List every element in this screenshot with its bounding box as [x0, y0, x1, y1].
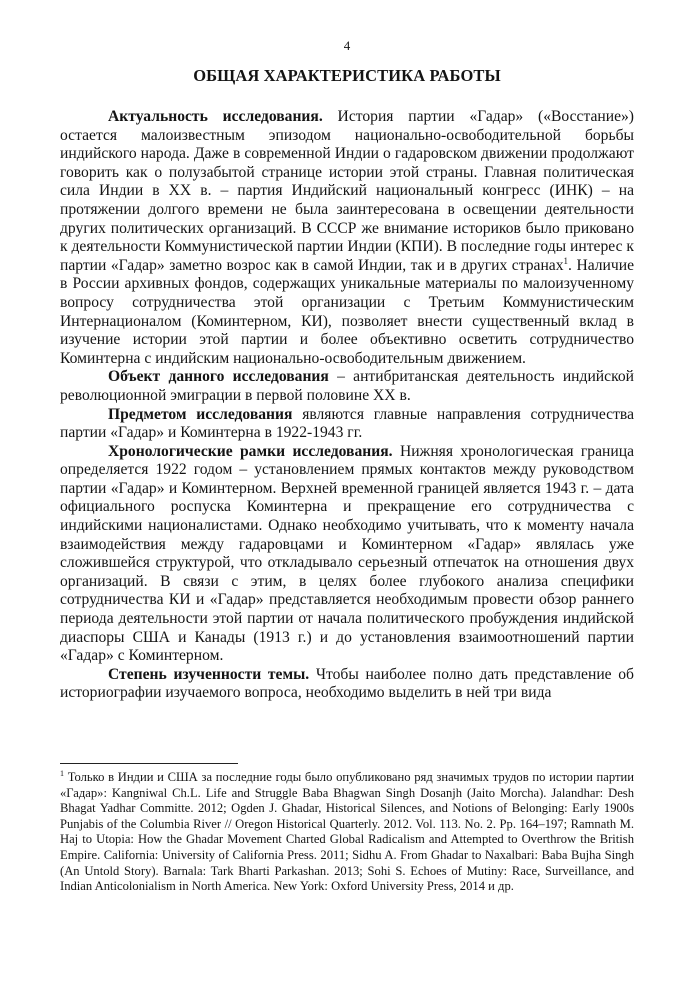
footnote — [60, 770, 634, 895]
section-title: ОБЩАЯ ХАРАКТЕРИСТИКА РАБОТЫ — [193, 66, 501, 85]
paragraph-text: Чтобы наиболее полно дать представление об историографии изучаемого вопроса, необходимо выделить в ней три вида — [60, 665, 634, 702]
paragraph-heading: Степень изученности темы. — [108, 665, 310, 683]
paragraph-heading: Предметом исследования — [108, 405, 293, 423]
page-number: 4 — [343, 38, 351, 53]
paragraph-historiography — [60, 666, 634, 703]
paragraph-text: – антибританская деятельность индийской революционной эмиграции в первой половине XX в. — [60, 368, 634, 404]
paragraph-heading: Объект данного исследования — [108, 368, 329, 386]
paragraph-object — [60, 368, 634, 405]
footnote-divider — [60, 763, 238, 764]
paragraph-relevance — [60, 108, 634, 368]
paragraph-text: История партии «Гадар» («Восстание») остается малоизвестным эпизодом национально-освободительной борьбы индийского народа. Даже в современной Индии о гадаровском движении продолжают говорить как о полузабытой странице истории этой страны. Главная политическая сила Индии в XX в. – партия Индийский национальный конгресс (ИНК) – на протяжении долгого времени не была заинтересована в освещении деятельности других политических организаций. В СССР же внимание историков было приковано к деятельности Коммунистической партии Индии (КПИ). В последние годы интерес к партии «Гадар» заметно возрос как в самой Индии, так и в других странах — [60, 108, 634, 274]
document-page — [60, 38, 634, 895]
paragraph-chronology — [60, 443, 634, 666]
footnote-text: Только в Индии и США за последние годы было опубликовано ряд значимых трудов по истории партии «Гадар»: Kangniwal Ch.L. Life and Struggle Baba Bhagwan Singh Dosanjh (Jaito Morcha). Jalandhar: Desh Bhagat Yadhar Committe. 2012; Ogden J. Ghadar, Historical Silences, and Notions of Belonging: Early 1900s Punjabis of the Columbia River // Oregon Historical Quarterly. 2012. Vol. 113. No. 2. Pp. 164–197; Ramnath M. Haj to Utopia: How the Ghadar Movement Charted Global Radicalism and Attempted to Overthrow the British Empire. California: University of California Press. 2011; Sidhu A. From Ghadar to Naxalbari: Baba Bujha Singh (An Untold Story). Barnala: Tark Bharti Parkashan. 2013; Sohi S. Echoes of Mutiny: Race, Surveillance, and Indian Anticolonialism in North America. New York: Oxford University Press, 2014 и др. — [60, 770, 634, 894]
paragraph-heading: Хронологические рамки исследования. — [108, 442, 393, 460]
footnote-mark: 1 — [60, 768, 64, 778]
paragraph-heading: Актуальность исследования. — [108, 108, 323, 125]
paragraph-subject — [60, 406, 634, 443]
paragraph-text: являются главные направления сотрудничества партии «Гадар» и Коминтерна в 1922-1943 гг. — [60, 405, 634, 442]
paragraph-text: Нижняя хронологическая граница определяется 1922 годом – установлением прямых контактов между руководством партии «Гадар» и Коминтерном. Верхней временной границей является 1943 г. – дата официального роспуска Коминтерна и прекращение его сотрудничества с индийскими националистами. Однако необходимо учитывать, что к моменту начала взаимодействия между гадаровцами и Коминтерном «Гадар» являлась уже сложившейся структурой, что откладывало серьезный отпечаток на отношения двух организаций. В связи с этим, в целях более глубокого анализа специфики сотрудничества КИ и «Гадар» представляется необходимым провести обзор раннего периода деятельности этой партии от начала политического пробуждения индийской диаспоры США и Канады (1913 г.) и до установления взаимоотношений партии «Гадар» с Коминтерном. — [60, 442, 634, 665]
footnote-reference[interactable]: 1 — [563, 255, 569, 266]
paragraph-text-continued: . Наличие в России архивных фондов, содержащих уникальные материалы по малоизученному вопросу сотрудничества этой организации с Третьим Коммунистическим Интернационалом (Коминтерном, КИ), позволяет внести существенный вклад в изучение истории этой партии и более объективно осветить сотрудничество Коминтерна с индийским национально-освободительным движением. — [60, 256, 635, 367]
